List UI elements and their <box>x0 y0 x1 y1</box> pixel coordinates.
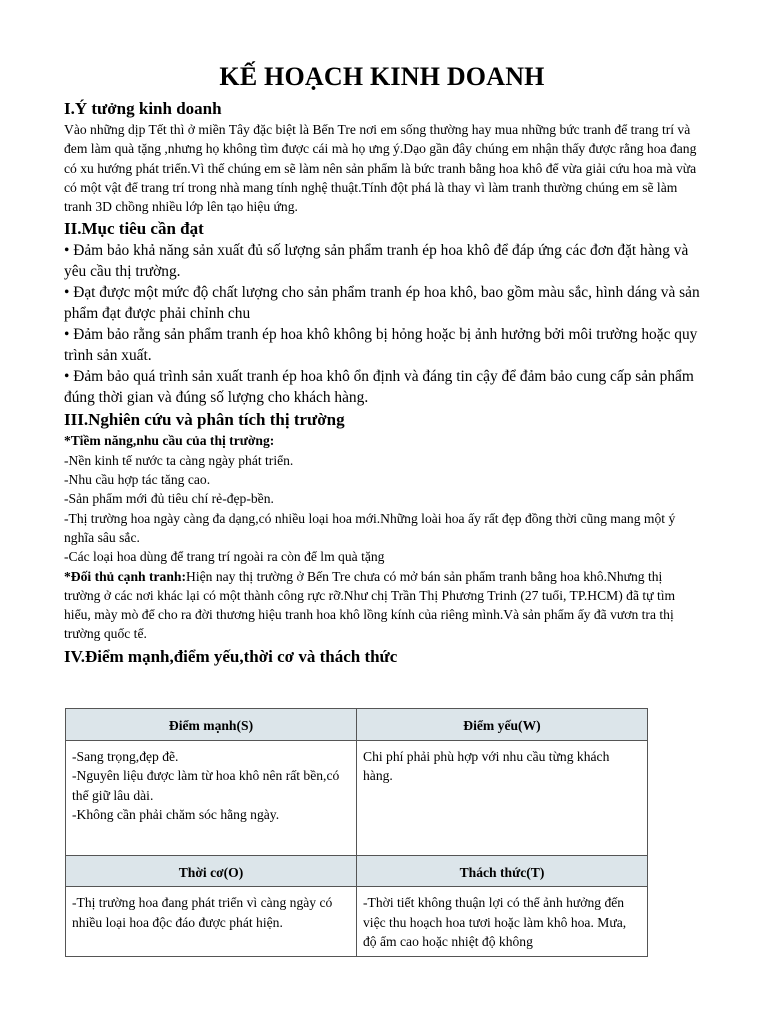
strengths-cell <box>66 740 357 855</box>
section-heading-market: III.Nghiên cứu và phân tích thị trường <box>64 410 345 430</box>
weaknesses-header: Điểm yếu(W) <box>357 709 648 741</box>
market-item: -Nhu cầu hợp tác tăng cao. <box>64 472 211 488</box>
market-item: -Sản phẩm mới đủ tiêu chí rẻ-đẹp-bền. <box>64 491 274 507</box>
market-item: -Thị trường hoa ngày càng đa dạng,có nhiều loại hoa mới.Những loài hoa ấy rất đẹp đồng thời cũng mang một ý nghĩa sâu sắc. <box>64 510 676 545</box>
competitor-paragraph <box>64 567 700 644</box>
market-item: -Các loại hoa dùng để trang trí ngoài ra còn để lm quà tặng <box>64 549 385 565</box>
swot-row <box>66 740 648 855</box>
opportunities-header: Thời cơ(O) <box>66 855 357 887</box>
weaknesses-cell: Chi phí phải phù hợp với nhu cầu từng khách hàng. <box>357 740 648 855</box>
goal-item: • Đảm bảo quá trình sản xuất tranh ép hoa khô ổn định và đáng tin cậy để đảm bảo cung cấp sản phẩm đúng thời gian và đúng số lượng cho khách hàng. <box>64 368 694 407</box>
competitor-label: *Đối thủ cạnh tranh: <box>64 568 186 584</box>
goal-item: • Đạt được một mức độ chất lượng cho sản phẩm tranh ép hoa khô, bao gồm màu sắc, hình dáng và sản phẩm đạt được phải chỉnh chu <box>64 284 700 323</box>
swot-header-row <box>66 855 648 887</box>
idea-paragraph: Vào những dịp Tết thì ở miền Tây đặc biệt là Bến Tre nơi em sống thường hay mua những bức tranh để trang trí và đem làm quà tặng ,nhưng họ không tìm được cái mà họ ưng ý.Dạo gần đây chúng em nhận thấy được rằng hoa đang có xu hướng phát triển.Vì thế chúng em sẽ làm nên sản phẩm là bức tranh bằng hoa khô để vừa giải cứu hoa mà vừa có một vật để trang trí trong nhà mang tính nghệ thuật.Tính đột phá là thay vì làm tranh thường chúng em sẽ làm tranh 3D chồng nhiều lớp lên tạo hiệu ứng. <box>64 122 697 215</box>
threats-cell: -Thời tiết không thuận lợi có thể ảnh hưởng đến việc thu hoạch hoa tươi hoặc làm khô hoa. Mưa, độ ẩm cao hoặc nhiệt độ không <box>357 887 648 957</box>
section-heading-swot: IV.Điểm mạnh,điểm yếu,thời cơ và thách thức <box>64 646 398 666</box>
swot-header-row <box>66 709 648 741</box>
page-title: KẾ HOẠCH KINH DOANH <box>219 62 545 91</box>
strength-item: -Nguyên liệu được làm từ hoa khô nên rất bền,có thể giữ lâu dài. <box>72 768 340 803</box>
goal-item: • Đảm bảo khả năng sản xuất đủ số lượng sản phẩm tranh ép hoa khô để đáp ứng các đơn đặt hàng và yêu cầu thị trường. <box>64 242 689 281</box>
section-heading-idea: I.Ý tưởng kinh doanh <box>64 99 222 118</box>
threats-header: Thách thức(T) <box>357 855 648 887</box>
competitor-text: Hiện nay thị trường ở Bến Tre chưa có mở bán sản phẩm tranh bằng hoa khô.Nhưng thị trường ở các nơi khác lại có một thành công rực rỡ.Như chị Trần Thị Phương Trinh (27 tuổi, TP.HCM) đã tự tìm hiểu, mày mò để cho ra đời thương hiệu tranh hoa khô lồng kính của riêng mình.Và sản phẩm ấy đã vươn tra thị trường quốc tế. <box>64 568 676 642</box>
swot-table <box>65 708 648 957</box>
strength-item: -Không cần phải chăm sóc hằng ngày. <box>72 807 280 822</box>
goal-item: • Đảm bảo rằng sản phẩm tranh ép hoa khô không bị hỏng hoặc bị ảnh hưởng bởi môi trường hoặc quy trình sản xuất. <box>64 326 698 365</box>
section-heading-goals: II.Mục tiêu cần đạt <box>64 219 204 239</box>
swot-row <box>66 887 648 957</box>
market-potential-label: *Tiềm năng,nhu cầu của thị trường: <box>64 433 275 449</box>
strength-item: -Sang trọng,đẹp đẽ. <box>72 748 179 764</box>
market-item: -Nền kinh tế nước ta càng ngày phát triển. <box>64 452 294 468</box>
opportunities-cell: -Thị trường hoa đang phát triển vì càng ngày có nhiều loại hoa độc đáo được phát hiện. <box>66 887 357 957</box>
strengths-header: Điểm mạnh(S) <box>66 709 357 741</box>
